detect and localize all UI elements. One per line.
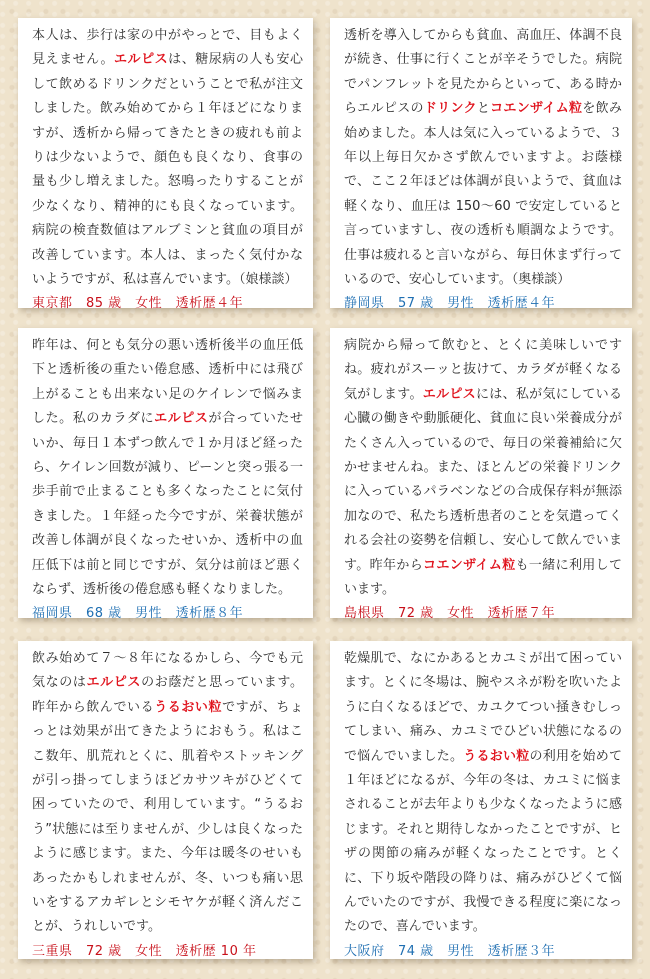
testimonial-text-segment: 本人は、歩行は家の中がやっとで、目もよく見えません。 [32, 28, 303, 68]
testimonial-text-segment: のお蔭だと思っています。昨年から飲んでいる [32, 675, 303, 715]
testimonial-meta: 静岡県 57 歳 男性 透析歴４年 [344, 296, 556, 312]
testimonial-text-segment: 透析を導入してからも貧血、高血圧、体調不良が続き、仕事に行くことが辛そうでした。病院でパンフレットを見たからといって、ある時からエルピスの [344, 28, 622, 117]
product-name-highlight: うるおい粒 [154, 699, 223, 715]
testimonial-text-segment: ですが、ちょっとは効果が出てきたようにおもう。私はここ数年、肌荒れとくに、肌着やストッキングが引っ掛ってしまうほどカサツキがひどくて困っていたので、利用しています。“うるおう”状態には至りませんが、少しは良くなったように感じます。また、今年は暖冬のせいもあったかもしれませんが、冬、いつも痛い思いをするアカギレとシモヤケが軽く済んだことが、うれしいです。 [32, 699, 303, 935]
testimonial-meta: 島根県 72 歳 女性 透析歴７年 [344, 606, 556, 622]
testimonial-text-segment: 昨年は、何とも気分の悪い透析後半の血圧低下と透析後の重たい倦怠感、透析中には飛び上がることも出来ない足のケイレンで悩みました。私のカラダに [32, 338, 303, 427]
testimonial-text-segment: の利用を始めて１年ほどになるが、今年の冬は、カユミに悩まされることが去年よりも少なくなったように感じます。それと期待しなかったことですが、ヒザの関節の痛みが軽くなったことです。とくに、下り坂や階段の降りは、痛みがひどくて悩んでいたのですが、我慢できる程度に楽になったので、喜んでいます。 [344, 748, 622, 935]
testimonial-text-segment: は、糖尿病の人も安心して飲めるドリンクだということで私が注文しました。飲み始めてから１年ほどになりますが、透析から帰ってきたときの疲れも前よりは少ないようで、顔色も良くなり、食事の量も少し増えました。怒鳴ったりすることが少なくなり、精神的にも良くなっています。病院の検査数値はアルブミンと貧血の項目が改善しています。本人は、まったく気付かないようですが、私は喜んでいます。（娘様談） [32, 52, 303, 288]
testimonial-text-segment: 乾燥肌で、なにかあるとカユミが出て困っています。とくに冬場は、腕やスネが粉を吹いたように白くなるほどで、カユクてつい掻きむしってしまい、痛み、カユミでひどい状態になるので悩んでいました。 [344, 651, 622, 764]
testimonial-text-segment: 病院から帰って飲むと、とくに美味しいですね。疲れがスーッと抜けて、カラダが軽くなる気がします。 [344, 338, 622, 402]
testimonial-text [32, 647, 303, 940]
testimonial-text-segment: と [476, 101, 491, 117]
product-name-highlight: エルピス [86, 675, 142, 691]
testimonial-text [344, 334, 622, 602]
testimonial-text-segment: 飲み始めて７〜８年になるかしら、今でも元気なのは [32, 651, 303, 691]
testimonial-card [18, 328, 313, 622]
testimonial-card [18, 641, 313, 959]
product-name-highlight: コエンザイム粒 [490, 101, 583, 117]
testimonial-text-segment: が合っていたせいか、毎日１本ずつ飲んで１か月ほど経ったら、ケイレン回数が減り、ピーンと突っ張る一歩手前で止まることも多くなったことに気付きました。１年経った今ですが、栄養状態が改善し体調が良くなったせいか、透析中の血圧低下は前と同じですが、気分は前ほど悪くならず、透析後の倦怠感も軽くなりました。 [32, 411, 303, 598]
testimonial-meta: 福岡県 68 歳 男性 透析歴８年 [32, 606, 244, 622]
testimonial-card [330, 328, 632, 622]
product-name-highlight: コエンザイム粒 [423, 557, 516, 573]
testimonial-card [330, 641, 632, 959]
testimonial-text [32, 334, 303, 602]
product-name-highlight: エルピス [114, 52, 169, 68]
product-name-highlight: エルピス [154, 411, 209, 427]
testimonial-meta: 東京都 85 歳 女性 透析歴４年 [32, 296, 244, 312]
testimonial-text-segment: を飲み始めました。本人は気に入っているようで、３年以上毎日欠かさず飲んでいますよ。お蔭様で、ここ２年ほどは体調が良いようで、貧血は軽くなり、血圧は 150〜60 で安定していると言っていますし、夜の透析も順調なようです。仕事は疲れると言いながら、毎日休まず行っているので、安心しています。（奥様談） [344, 101, 622, 288]
testimonial-text [32, 24, 303, 292]
testimonial-card [18, 18, 313, 312]
testimonial-text [344, 24, 622, 292]
testimonial-text-segment: には、私が気にしている心臓の働きや動脈硬化、貧血に良い栄養成分がたくさん入っているので、毎日の栄養補給に欠かせませんね。また、ほとんどの栄養ドリンクに入っているパラベンなどの合成保存料が無添加なので、私たち透析患者のことを気遣ってくれる会社の姿勢を信頼し、安心して飲んでいます。昨年から [344, 386, 622, 573]
product-name-highlight: うるおい粒 [463, 748, 530, 764]
product-name-highlight: エルピス [422, 386, 476, 402]
testimonial-text [344, 647, 622, 940]
testimonial-card [330, 18, 632, 312]
testimonial-meta: 三重県 72 歳 女性 透析歴 10 年 [32, 943, 257, 959]
product-name-highlight: ドリンク [423, 101, 477, 117]
testimonial-meta: 大阪府 74 歳 男性 透析歴３年 [344, 943, 556, 959]
testimonial-text-segment: も一緒に利用しています。 [344, 557, 622, 598]
